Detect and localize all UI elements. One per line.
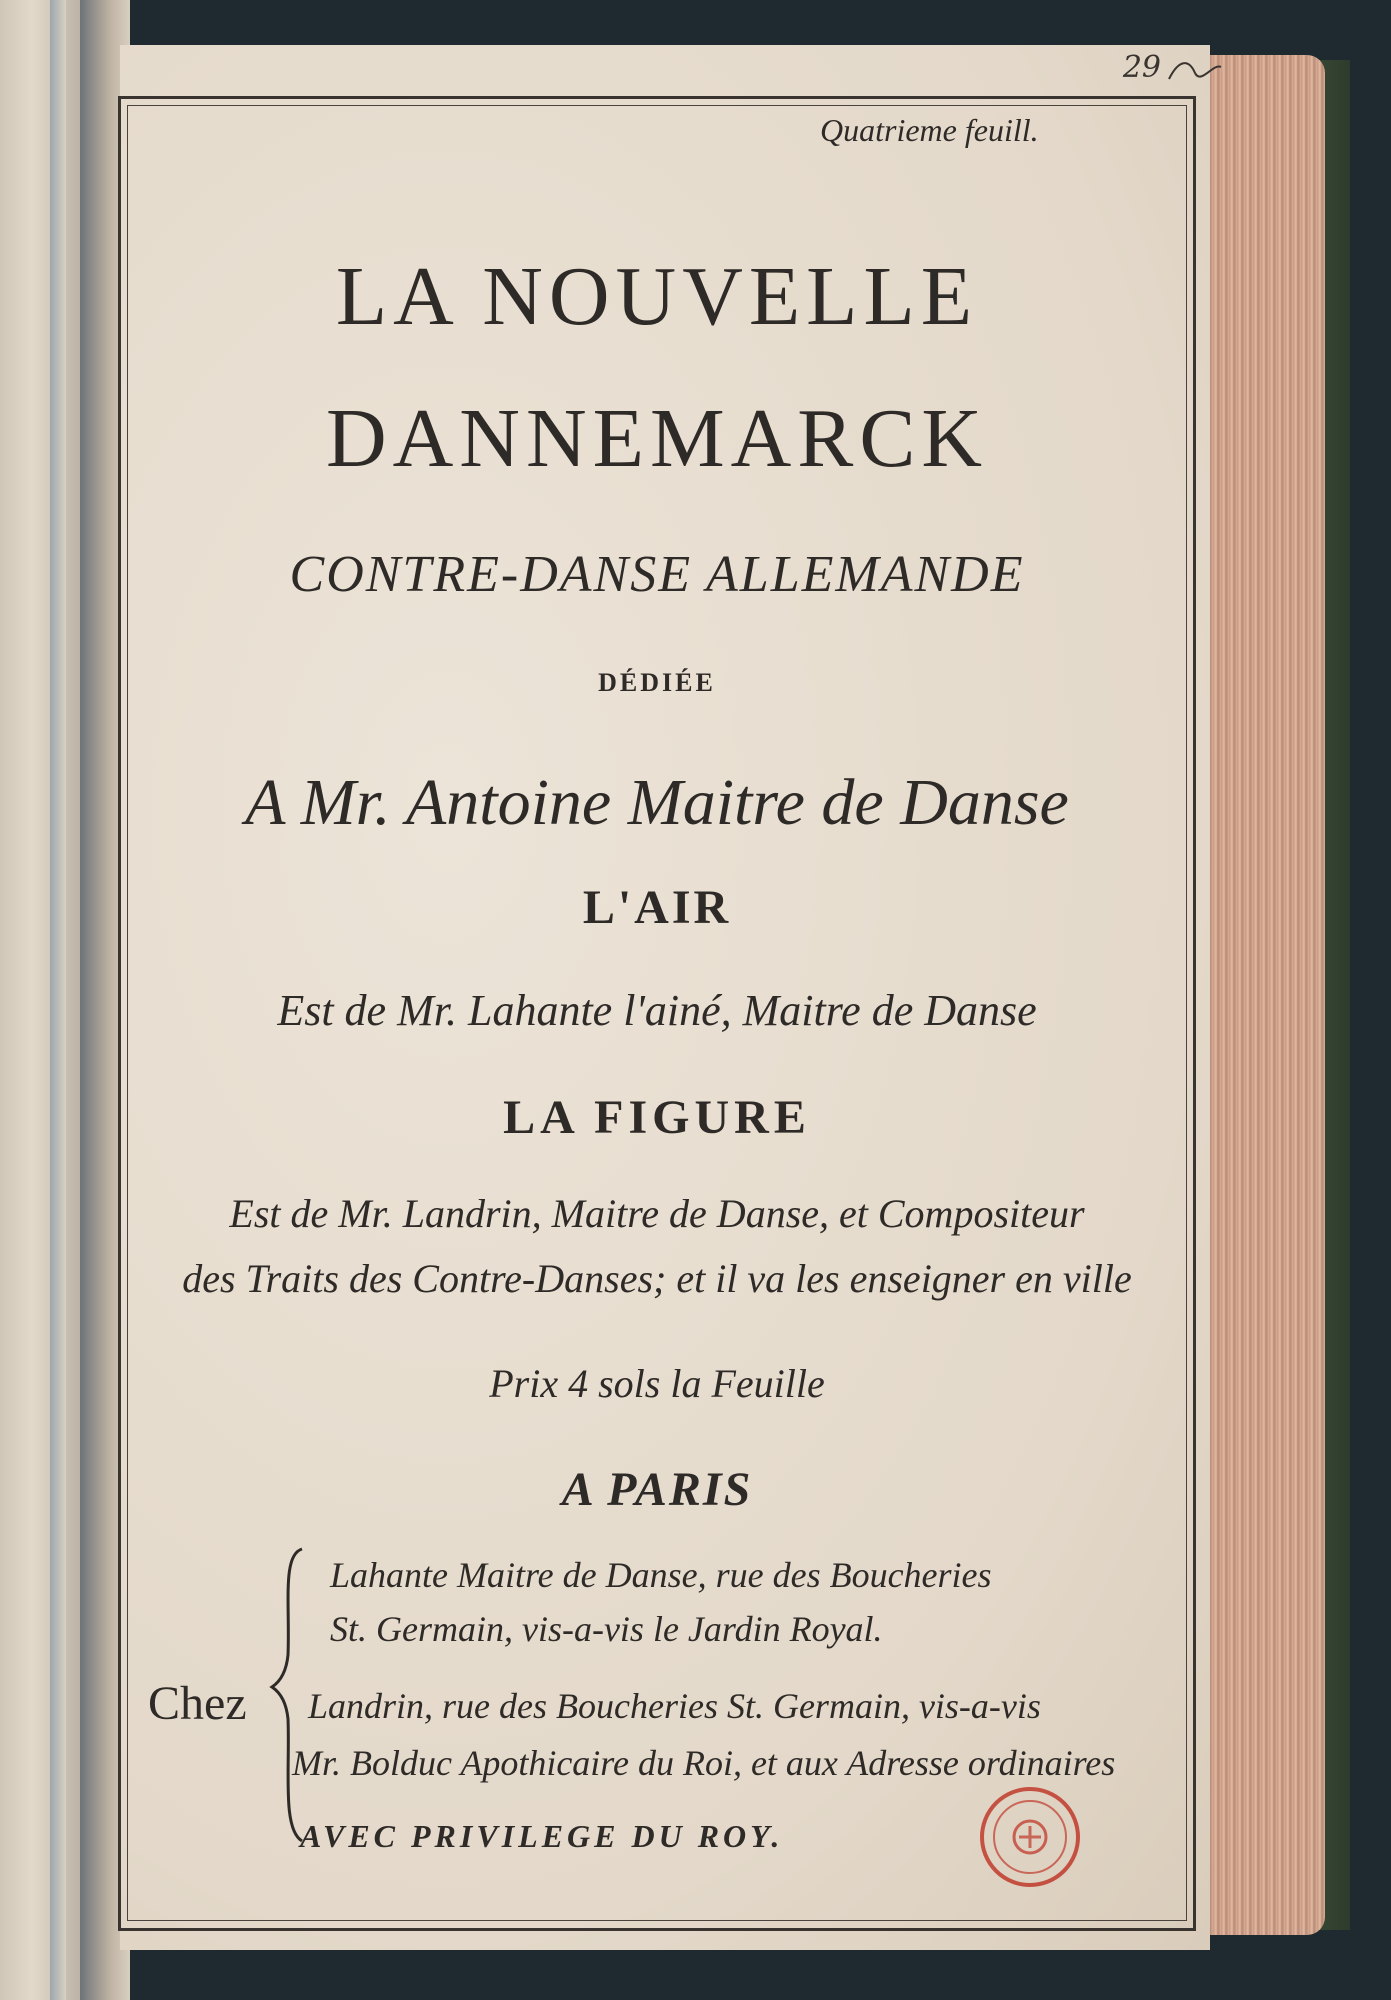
dedicatee: A Mr. Antoine Maitre de Danse bbox=[245, 766, 1069, 839]
facing-page-edge bbox=[0, 0, 80, 2000]
title-line-1: LA NOUVELLE bbox=[335, 250, 979, 343]
seller-address-line-1: Lahante Maitre de Danse, rue des Boucheries bbox=[330, 1555, 992, 1595]
folio-number: 29 bbox=[1122, 50, 1161, 85]
library-stamp-icon bbox=[975, 1782, 1085, 1892]
facing-page-margin bbox=[50, 0, 66, 2000]
pencil-mark-icon bbox=[1165, 55, 1225, 85]
seller-address-line-3: Landrin, rue des Boucheries St. Germain, vis-a-vis bbox=[308, 1686, 1041, 1726]
figure-author-line-1: Est de Mr. Landrin, Maitre de Danse, et Compositeur bbox=[229, 1191, 1085, 1236]
figure-author-line-2: des Traits des Contre-Danses; et il va les enseigner en ville bbox=[182, 1256, 1132, 1301]
sellers-label: Chez bbox=[148, 1677, 247, 1730]
air-composer: Est de Mr. Lahante l'ainé, Maitre de Danse bbox=[277, 986, 1037, 1035]
subtitle: CONTRE-DANSE ALLEMANDE bbox=[289, 546, 1025, 603]
seller-address-line-4: Mr. Bolduc Apothicaire du Roi, et aux Adresse ordinaires bbox=[292, 1743, 1116, 1783]
title-line-2: DANNEMARCK bbox=[325, 392, 989, 485]
figure-heading: LA FIGURE bbox=[503, 1091, 811, 1144]
curly-brace-icon bbox=[268, 1545, 308, 1845]
city: A PARIS bbox=[561, 1463, 753, 1516]
dedication-label: DÉDIÉE bbox=[598, 668, 716, 697]
sheet-note: Quatrieme feuill. bbox=[820, 112, 1039, 148]
privilege-notice: AVEC PRIVILEGE DU ROY. bbox=[300, 1818, 784, 1854]
seller-address-line-2: St. Germain, vis-a-vis le Jardin Royal. bbox=[330, 1609, 883, 1649]
page-fore-edge bbox=[1205, 55, 1325, 1935]
price: Prix 4 sols la Feuille bbox=[489, 1361, 825, 1406]
air-heading: L'AIR bbox=[582, 881, 732, 934]
